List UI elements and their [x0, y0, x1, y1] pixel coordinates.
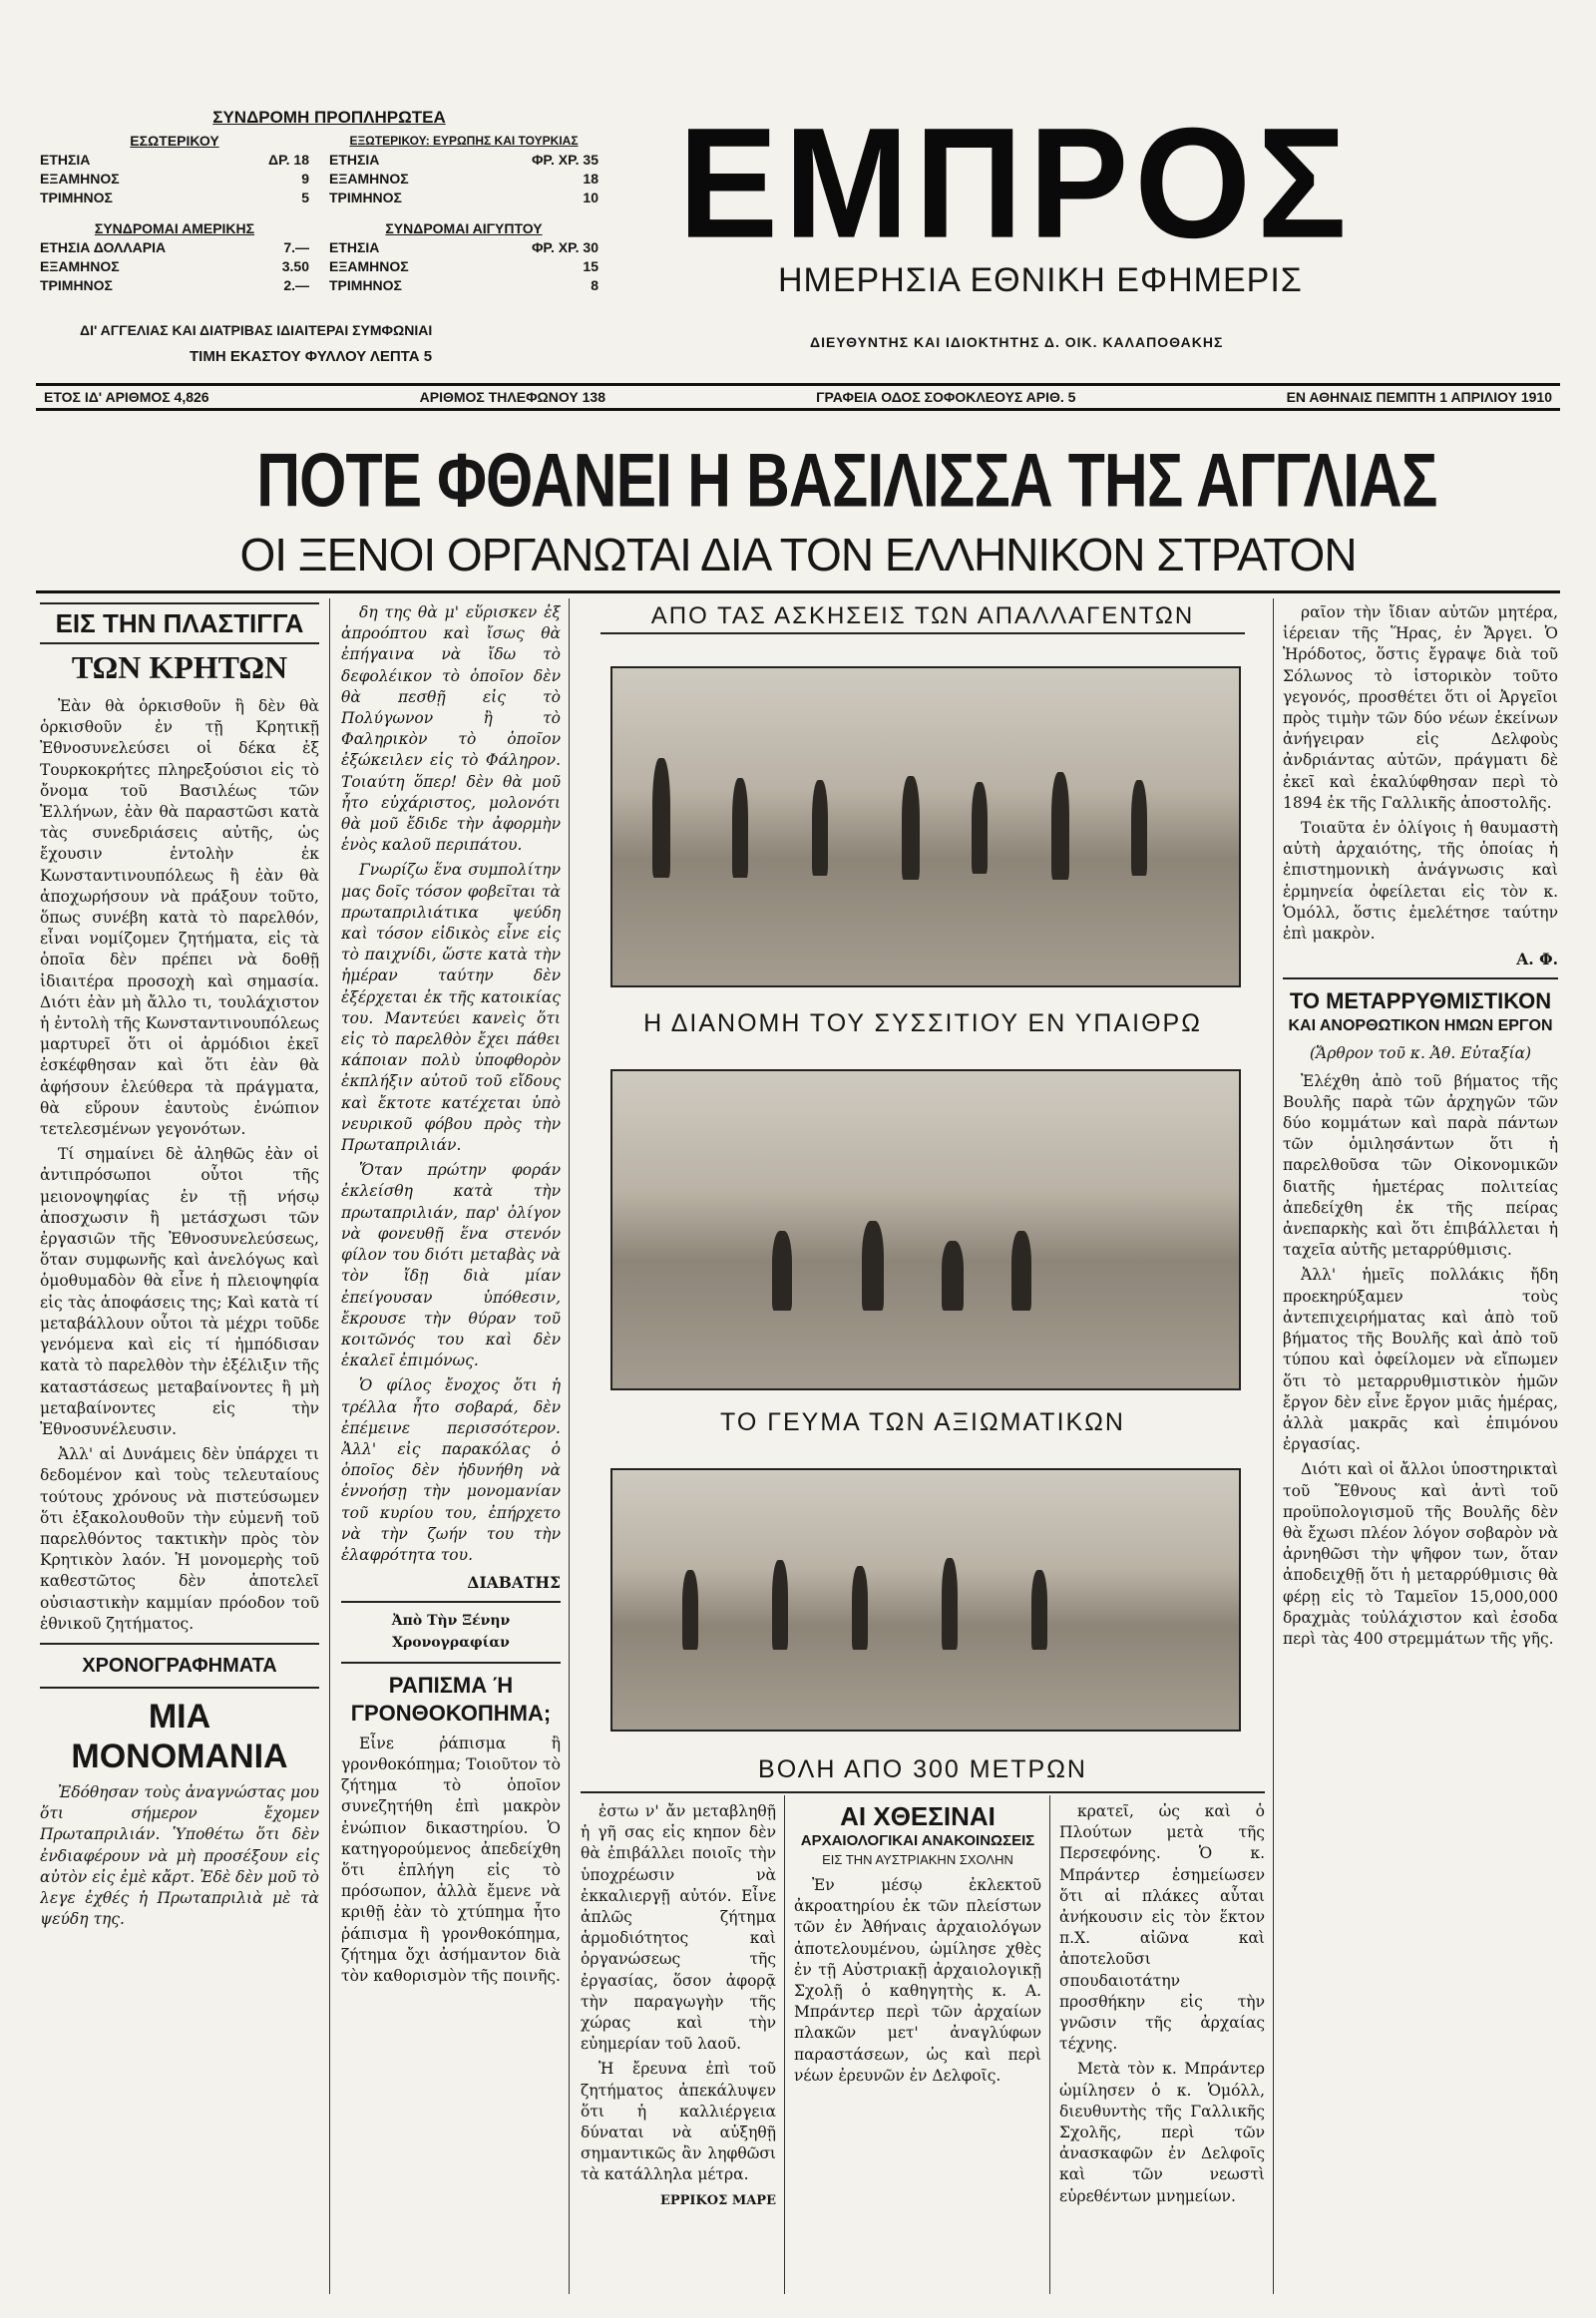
price-row: ΤΡΙΜΗΝΟΣ 5 — [40, 190, 309, 205]
column-4 — [1283, 602, 1558, 2298]
price-row: ΕΞΑΜΗΝΟΣ 3.50 — [40, 258, 309, 274]
soldier-figure — [652, 758, 670, 878]
paragraph: κρατεῖ, ὡς καὶ ὁ Πλούτων μετὰ τῆς Περσεφόνης. Ὁ κ. Μπράντερ ἐσημείωσεν ὅτι αἱ πλάκες αὗται ἀνήκουσιν εἰς τὸν ἕκτον π.Χ. αἰῶνα καὶ ἀποτελοῦσι σπουδαιοτάτην προσθήκην εἰς τὴν γνῶσιν τῆς ἀρχαίας τέχνης. — [1059, 1802, 1265, 2054]
subscription-box — [40, 108, 618, 377]
soldier-figure — [972, 782, 988, 874]
column-rule — [569, 598, 570, 2294]
price-row: ΕΤΗΣΙΑ ΔΟΛΛΑΡΙΑ 7.— — [40, 239, 309, 255]
article-subtitle-archaeology: ΑΡΧΑΙΟΛΟΓΙΚΑΙ ΑΝΑΚΟΙΝΩΣΕΙΣ — [800, 1832, 1035, 1849]
soldier-figure — [862, 1221, 884, 1311]
article-title-crete: ΕΙΣ ΤΗΝ ΠΛΑΣΤΙΓΓΑ — [40, 602, 319, 644]
paragraph: Ὅταν πρώτην φοράν ἐκλείσθη κατὰ τὴν πρωταπριλιάν, παρ' ὀλίγον νὰ φονευθῇ ἕνα στενόν φίλον του διότι μεταβὰς νὰ τὸν ἴδῃ διὰ μίαν ἐπείγουσαν ὑπόθεσιν, ἔκρουσε τὴν θύραν τοῦ κοιτῶνός του καὶ δὲν ἐκαλεῖ ἐπιμόνως. — [341, 1161, 561, 1370]
price-row: ΕΞΑΜΗΝΟΣ 9 — [40, 171, 309, 187]
soldier-figure — [812, 780, 828, 876]
paragraph: δη της θὰ μ' εὕρισκεν ἐξ ἀπροόπτου καὶ ἴσως θὰ ἐπήγαινα νὰ ἴδω τὸ δεφολέικον τὸ ὁποῖον δὲν θὰ πεσθῇ εἰς τὸ Πολύγωνον ἢ τὸ Φαληρικὸν τὸ ὁποῖον ἐξώκειλεν εἰς τὸ Φάληρον. Τοιαύτη ὅπερ! δὲν θὰ μοῦ ἦτο εὐχάριστος, μολονότι θὰ μοῦ ἔδιδε τὴν ἀφορμὴν ἑνὸς καλοῦ περιπάτου. — [341, 603, 561, 855]
photo-section-header: ΑΠΟ ΤΑΣ ΑΣΚΗΣΕΙΣ ΤΩΝ ΑΠΑΛΛΑΓΕΝΤΩΝ — [650, 602, 1195, 629]
signature: ΕΡΡΙΚΟΣ ΜΑΡΕ — [659, 2192, 776, 2208]
divider — [40, 1687, 319, 1689]
photo-section — [581, 598, 1265, 1755]
soldier-figure — [732, 778, 748, 878]
divider — [341, 1662, 561, 1664]
price-line: ΤΙΜΗ ΕΚΑΣΤΟΥ ΦΥΛΛΟΥ ΛΕΠΤΑ 5 — [190, 348, 433, 365]
soldier-figure — [852, 1566, 868, 1650]
newspaper-logo: ΕΜΠΡΟΣ — [678, 94, 1354, 271]
price-row: ΤΡΙΜΗΝΟΣ 2.— — [40, 277, 309, 293]
photo-shooting-practice — [610, 1468, 1241, 1732]
soldier-figure — [1031, 1570, 1047, 1650]
paragraph: Ἀλλ' αἱ Δυνάμεις δὲν ὑπάρχει τι δεδομένον καὶ τοὺς τελευταίους τούτους χρόνους νὰ πιστεύσωμεν ὅτι ἐξακολουθοῦν τὴν εὐμενῆ τοῦ παρελθόντος τακτικὴν πρὸς τὸν Κρητικὸν λαόν. Ἡ μονομερὴς τοῦ καθεστῶτος δὲν ἀποτελεῖ οὐσιαστικὴν καμμίαν πρόοδον τοῦ ἐθνικοῦ ζητήματος. — [40, 1445, 319, 1633]
article-subtitle-crete: ΤΩΝ ΚΡΗΤΩΝ — [71, 649, 288, 685]
sub-headline: ΟΙ ΞΕΝΟΙ ΟΡΓΑΝΩΤΑΙ ΔΙΑ ΤΟΝ ΕΛΛΗΝΙΚΟΝ ΣΤΡΑΤΟΝ — [239, 529, 1357, 580]
soldier-figure — [682, 1570, 698, 1650]
soldier-figure — [1131, 780, 1147, 876]
section-label: Ἀπὸ Τὴν Ξένην Χρονογραφίαν — [391, 1613, 511, 1651]
price-row: ΕΞΑΜΗΝΟΣ 15 — [329, 258, 598, 274]
photo-officers-meal — [610, 1069, 1241, 1390]
column-rule — [1273, 598, 1274, 2294]
paragraph: Μετὰ τὸν κ. Μπράντερ ὡμίλησεν ὁ κ. Ὁμόλλ, διευθυντὴς τῆς Γαλλικῆς Σχολῆς, περὶ τῶν ἀνασκαφῶν ἐν Δελφοῖς καὶ τῶν νεωστὶ εὑρεθέντων μνημείων. — [1059, 2060, 1265, 2205]
exterior-label: ΕΞΩΤΕΡΙΚΟΥ: ΕΥΡΩΠΗΣ ΚΑΙ ΤΟΥΡΚΙΑΣ — [349, 134, 579, 148]
column-rule — [784, 1795, 785, 2294]
america-prices — [40, 219, 309, 295]
paragraph: Ἐὰν θὰ ὁρκισθοῦν ἢ δὲν θὰ ὁρκισθοῦν ἐν τῇ Κρητικῇ Ἐθνοσυνελεύσει οἱ δέκα ἐξ Τουρκοκρήτες πληρεξούσιοι εἰς τὸ ὄνομα τοῦ Βασιλέως τῶν Ἑλλήνων, ἐὰν θὰ παραστῶσι κατὰ τὰς συνεδριάσεις αὐτῆς, ὡς ἔχουσιν ἐντολὴν ἐκ Κωνσταντινουπόλεως ἢ ἐὰν θὰ ἀποχωρήσουν νὰ πράξουν τοῦτο, ὅπως συνέβη κατὰ τὸ παρελθόν, εἶναι νομίζομεν ζητήματα, εἰς τὰ ὁποῖα δὲν πρέπει νὰ δοθῇ ἰδιαιτέρα προσοχὴ καὶ σημασία. Διότι ἐὰν μὴ ἄλλο τι, τουλάχιστον ἡ ἐντολὴ τῆς Κωνσταντινουπόλεως μαρτυρεῖ ὅτι οἱ ἁρμόδιοι ἐκεῖ ἐσκέφθησαν καὶ ὅτι ἐὰν θὰ ἀφήσουν ἐλεύθερα τὰ πράγματα, θὰ εὕρουν ἑαυτοὺς ἐνώπιον τετελεσμένων γεγονότων. — [40, 697, 319, 1139]
article-title-archaeology: ΑΙ ΧΘΕΣΙΝΑΙ — [840, 1801, 996, 1831]
price-row: ΤΡΙΜΗΝΟΣ 8 — [329, 277, 598, 293]
divider — [40, 1643, 319, 1645]
main-headline: ΠΟΤΕ ΦΘΑΝΕΙ Η ΒΑΣΙΛΙΣΣΑ ΤΗΣ ΑΓΓΛΙΑΣ — [256, 437, 1437, 523]
paragraph: Τί σημαίνει δὲ ἀληθῶς ἐὰν οἱ ἀντιπρόσωποι οὗτοι τῆς μειονοψηφίας ἐν τῇ νήσῳ ἀποσχωσιν ἢ μετάσχωσι τῶν ἐργασιῶν τῆς Ἐθνοσυνελεύσεως, ὅταν συμφωνῆς καὶ ἀνελόγως καὶ ὁμοθυμαδὸν θὰ εἶνε ἡ πλειοψηφία εἰς τὰς ἀποφάσεις της; Καὶ κατὰ τί μεταβάλλουν οὗτοι τὰ μέχρι τοῦδε γενόμενα καὶ εἰς τί ἠμπόδισαν κατὰ τὸ παρελθὸν τὴν ἐξέλιξιν τῆς καταστάσεως μεταβαίνοντες ἢ μὴ μεταβαίνοντες εἰς τὴν Ἐθνοσυνέλευσιν. — [40, 1145, 319, 1438]
subscription-title: ΣΥΝΔΡΟΜΗ ΠΡΟΠΛΗΡΩΤΕΑ — [212, 108, 446, 127]
issue-date: ΕΝ ΑΘΗΝΑΙΣ ΠΕΜΠΤΗ 1 ΑΠΡΙΛΙΟΥ 1910 — [1286, 389, 1552, 405]
photo-caption: ΒΟΛΗ ΑΠΟ 300 ΜΕΤΡΩΝ — [758, 1755, 1087, 1783]
paragraph: Τοιαῦτα ἐν ὀλίγοις ἡ θαυμαστὴ αὐτὴ ἀρχαιότης, τῆς ὁποίας ἡ ἐπιστημονικὴ ἀνάγνωσις καὶ ἑρμηνεία ὀφείλεται εἰς τὸν κ. Ὁμόλλ, ὅστις ἐμελέτησε ταύτην ἐπὶ μακρὸν. — [1283, 819, 1558, 944]
signature: ΔΙΑΒΑΤΗΣ — [467, 1573, 561, 1593]
column-2 — [341, 602, 561, 2298]
top-rule — [36, 590, 1560, 593]
interior-prices — [40, 132, 309, 207]
paragraph: Ἡ ἔρευνα ἐπὶ τοῦ ζητήματος ἀπεκάλυψεν ὅτι ἡ καλλιέργεια δύναται νὰ αὐξηθῇ σημαντικῶς ἂν ληφθῶσι τὰ κατάλληλα μέτρα. — [581, 2060, 776, 2184]
lower-column-left — [581, 1801, 776, 2300]
soldier-figure — [902, 776, 920, 880]
photo-caption: ΤΟ ΓΕΥΜΑ ΤΩΝ ΑΞΙΩΜΑΤΙΚΩΝ — [720, 1408, 1125, 1436]
issue-number: ΕΤΟΣ ΙΔ' ΑΡΙΘΜΟΣ 4,826 — [44, 389, 209, 405]
paragraph: Ἀλλ' ἡμεῖς πολλάκις ἤδη προεκηρύξαμεν τοὺς ἀντεπιχειρήματας καὶ ἀπὸ τοῦ βήματος τῆς Βουλῆς καὶ ἀπὸ τοῦ τύπου καὶ ὀφείλομεν νὰ εἴπωμεν ὅτι τὸ μεταρρυθμιστικὸν ἡμῶν ἔργον δὲν εἶνε ἔργον μιᾶς ἡμέρας, ἀλλὰ μακρᾶς καὶ ἐπιμόνου ἐργασίας. — [1283, 1266, 1558, 1454]
egypt-label: ΣΥΝΔΡΟΜΑΙ ΑΙΓΥΠΤΟΥ — [385, 220, 543, 236]
signature: Α. Φ. — [1516, 950, 1558, 969]
soldier-figure — [772, 1560, 788, 1650]
article-kicker-archaeology: ΕΙΣ ΤΗΝ ΑΥΣΤΡΙΑΚΗΝ ΣΧΟΛΗΝ — [822, 1852, 1013, 1867]
exterior-prices — [329, 132, 598, 207]
paragraph: Διότι καὶ οἱ ἄλλοι ὑποστηρικταὶ τοῦ Ἔθνους καὶ ἀντὶ τοῦ προϋπολογισμοῦ τῆς Βουλῆς δὲν θὰ ἔχωσι πλέον λόγον σοβαρὸν νὰ ἀρνηθῶσι τὴν ψῆφον των, ὅταν ἀποδειχθῇ ὅτι ἡ μεταρρύθμισις θὰ φέρῃ εἰς τὸ Ταμεῖον 15,000,000 δραχμὰς τοὐλάχιστον καὶ ἐσοδα περὶ τὰς 400 στρεμμάτων τῆς γῆς. — [1283, 1460, 1558, 1648]
divider — [1283, 977, 1558, 979]
paragraph: ραῖον τὴν ἴδιαν αὐτῶν μητέρα, ἱέρειαν τῆς Ἥρας, ἐν Ἄργει. Ὁ Ἡρόδοτος, ὅστις ἔγραψε διὰ τοῦ Σόλωνος τὸ ἱστορικὸν τοῦτο γεγονός, προσθέτει ὅτι οἱ Ἀργεῖοι πρὸς τιμὴν τῶν δύο νέων ἐκείνων ἀνήγειραν εἰς Δελφοὺς ἀνδριάντας αὐτῶν, πράγματι δὲ ἐκεῖ καὶ ἐκαλύφθησαν περὶ τὸ 1894 ἐκ τῆς Γαλλικῆς ἀποστολῆς. — [1283, 603, 1558, 812]
price-row: ΕΤΗΣΙΑ ΔΡ. 18 — [40, 152, 309, 168]
paragraph: Ἐλέχθη ἀπὸ τοῦ βήματος τῆς Βουλῆς παρὰ τῶν ἀρχηγῶν τῶν δύο κομμάτων καὶ παρὰ πάντων τῶν ὁμιλησάντων ὅτι ἡ παρελθοῦσα τῶν Οἰκονομικῶν διατῆς ἡμετέρας πολιτείας ἀπεδείχθη ἐκ τῆς πείρας ἀνεπαρκὴς καὶ ὅτι ἐπιβάλλεται ἡ ταχεῖα αὐτῆς μεταρρύθμισις. — [1283, 1071, 1558, 1260]
soldier-figure — [942, 1241, 964, 1311]
info-bar — [36, 383, 1560, 411]
price-row: ΤΡΙΜΗΝΟΣ 10 — [329, 190, 598, 205]
ads-line: ΔΙ' ΑΓΓΕΛΙΑΣ ΚΑΙ ΔΙΑΤΡΙΒΑΣ ΙΔΙΑΙΤΕΡΑΙ ΣΥΜΦΩΝΙΑΙ — [80, 322, 433, 338]
article-title-slap: ΡΑΠΙΣΜΑ Ή ΓΡΟΝΘΟΚΟΠΗΜΑ; — [350, 1672, 552, 1726]
header-rule — [600, 632, 1245, 634]
director-line: ΔΙΕΥΘΥΝΤΗΣ ΚΑΙ ΙΔΙΟΚΤΗΤΗΣ Δ. ΟΙΚ. ΚΑΛΑΠΟΘΑΚΗΣ — [810, 334, 1224, 350]
phone-number: ΑΡΙΘΜΟΣ ΤΗΛΕΦΩΝΟΥ 138 — [419, 389, 605, 405]
price-row: ΕΤΗΣΙΑ ΦΡ. ΧΡ. 30 — [329, 239, 598, 255]
lower-column-center — [794, 1801, 1041, 2300]
paragraph: Ἐν μέσῳ ἐκλεκτοῦ ἀκροατηρίου ἐκ τῶν πλείστων τῶν ἐν Ἀθήναις ἀρχαιολόγων ἀποτελουμένου, ὡμίλησε χθὲς ἐν τῇ Αὐστριακῇ ἀρχαιολογικῇ Σχολῇ ὁ καθηγητὴς κ. Α. Μπράντερ περὶ τῶν ἀρχαίων πλακῶν μετ' ἀναγλύφων παραστάσεων, ὡς καὶ περὶ νέων ἐρευνῶν ἐν Δελφοῖς. — [794, 1876, 1041, 2085]
paragraph: Εἶνε ῥάπισμα ἢ γρονθοκόπημα; Τοιοῦτον τὸ ζήτημα τὸ ὁποῖον συνεζητήθη ἐπὶ μακρὸν ἐνώπιον δικαστηρίου. Ὁ κατηγορούμενος ἀπεδείχθη ὅτι ἐπλήγη εἰς τὸ πρόσωπον, ἀλλὰ ἔμενε νὰ κριθῇ ἐὰν τὸ χτύπημα ἦτο ῥάπισμα ἢ γρονθοκόπημα, ζήτημα ὄχι ἀσήμαντον διὰ τὸν καθορισμὸν τῆς ποινῆς. — [341, 1734, 561, 1985]
newspaper-subtitle: ΗΜΕΡΗΣΙΑ ΕΘΝΙΚΗ ΕΦΗΜΕΡΙΣ — [778, 261, 1303, 299]
photo-caption: Η ΔΙΑΝΟΜΗ ΤΟΥ ΣΥΣΣΙΤΙΟΥ ΕΝ ΥΠΑΙΘΡΩ — [643, 1009, 1202, 1037]
section-title-chronicles: ΧΡΟΝΟΓΡΑΦΗΜΑΤΑ — [82, 1654, 277, 1677]
paragraph: Ἐδόθησαν τοὺς ἀναγνώστας μου ὅτι σήμερον ἔχομεν Πρωταπριλιάν. Ὑποθέτω ὅτι δὲν ἐνδιαφέρουν νὰ μὴ προσέξουν εἰς αὐτὸν εἰς ἐμὲ κἄρτ. Ἐδὲ δὲν μοῦ τὸ λεγε ἐχθές ἡ Πρωταπριλιὰ μὲ τὰ ψεύδη της. — [40, 1782, 319, 1929]
column-1 — [40, 602, 319, 2298]
paragraph: Ὁ φίλος ἔνοχος ὅτι ἡ τρέλλα ἦτο σοβαρά, δὲν ἐπέμεινε περισσότερον. Ἀλλ' εἰς παρακόλας ὁ ὁποῖος δὲν ἠδυνήθη νὰ ἐννοήσῃ τὴν μονομανίαν τοῦ κυρίου του, ἐπήρχετο νὰ τὴν ζωήν του τὴν ἐλαφρότητα του. — [341, 1376, 561, 1564]
lower-column-right — [1059, 1801, 1265, 2300]
photo-meal-distribution — [610, 666, 1241, 987]
soldier-figure — [942, 1558, 958, 1650]
paragraph: ἐστω ν' ἄν μεταβληθῇ ἡ γῆ σας εἰς κηπον δὲν θὰ ἐπιβάλλει ποιοῖς τὴν ὑποχρέωσιν νὰ ἐκκαλιεργῇ αὐτόν. Εἶνε ἀπλῶς ζήτημα ἁρμοδιότητος καὶ ὀργανώσεως τῆς ἐργασίας, ὅσον ἀφορᾷ τὴν παραγωγὴν τῆς χώρας καὶ τὴν εὐημερίαν τοῦ λαοῦ. — [581, 1802, 776, 2054]
article-title-reform: ΤΟ ΜΕΤΑΡΡΥΘΜΙΣΤΙΚΟΝ — [1289, 988, 1552, 1014]
america-label: ΣΥΝΔΡΟΜΑΙ ΑΜΕΡΙΚΗΣ — [94, 220, 255, 236]
lower-rule — [581, 1791, 1265, 1793]
article-subtitle-reform: ΚΑΙ ΑΝΟΡΘΩΤΙΚΟΝ ΗΜΩΝ ΕΡΓΟΝ — [1288, 1017, 1553, 1035]
price-row: ΕΤΗΣΙΑ ΦΡ. ΧΡ. 35 — [329, 152, 598, 168]
price-row: ΕΞΑΜΗΝΟΣ 18 — [329, 171, 598, 187]
article-title-monomania: ΜΙΑ ΜΟΝΟΜΑΝΙΑ — [71, 1697, 288, 1775]
egypt-prices — [329, 219, 598, 295]
interior-label: ΕΣΩΤΕΡΙΚΟΥ — [130, 133, 219, 149]
column-rule — [329, 598, 330, 2294]
soldier-figure — [772, 1231, 792, 1311]
column-rule — [1049, 1795, 1050, 2294]
byline: (Ἄρθρον τοῦ κ. Ἀθ. Εὐταξία) — [1309, 1044, 1532, 1063]
soldier-figure — [1051, 772, 1069, 880]
divider — [341, 1601, 561, 1603]
paragraph: Γνωρίζω ἕνα συμπολίτην μας δοῖς τόσον φοβεῖται τὰ πρωταπριλιάτικα ψεύδη καὶ τόσον εἰδικὸς εἶνε εἰς τὸ παιχνίδι, ὥστε κατὰ τὴν ἡμέραν ταύτην δὲν ἐξέρχεται ἐκ τῆς κατοικίας του. Μαντεύει κανεὶς ὅτι εἰς τὸ παρελθὸν ἔχει πάθει κάποιαν πολὺ ὑποφθορὸν ἐκπλήξιν αὐτοῦ τοῦ εἴδους καὶ ἔκτοτε κατέχεται ὑπὸ νευρικοῦ φόβου πρὸς τὴν Πρωταπριλιάν. — [341, 861, 561, 1155]
office-address: ΓΡΑΦΕΙΑ ΟΔΟΣ ΣΟΦΟΚΛΕΟΥΣ ΑΡΙΘ. 5 — [816, 389, 1076, 405]
soldier-figure — [1011, 1231, 1031, 1311]
